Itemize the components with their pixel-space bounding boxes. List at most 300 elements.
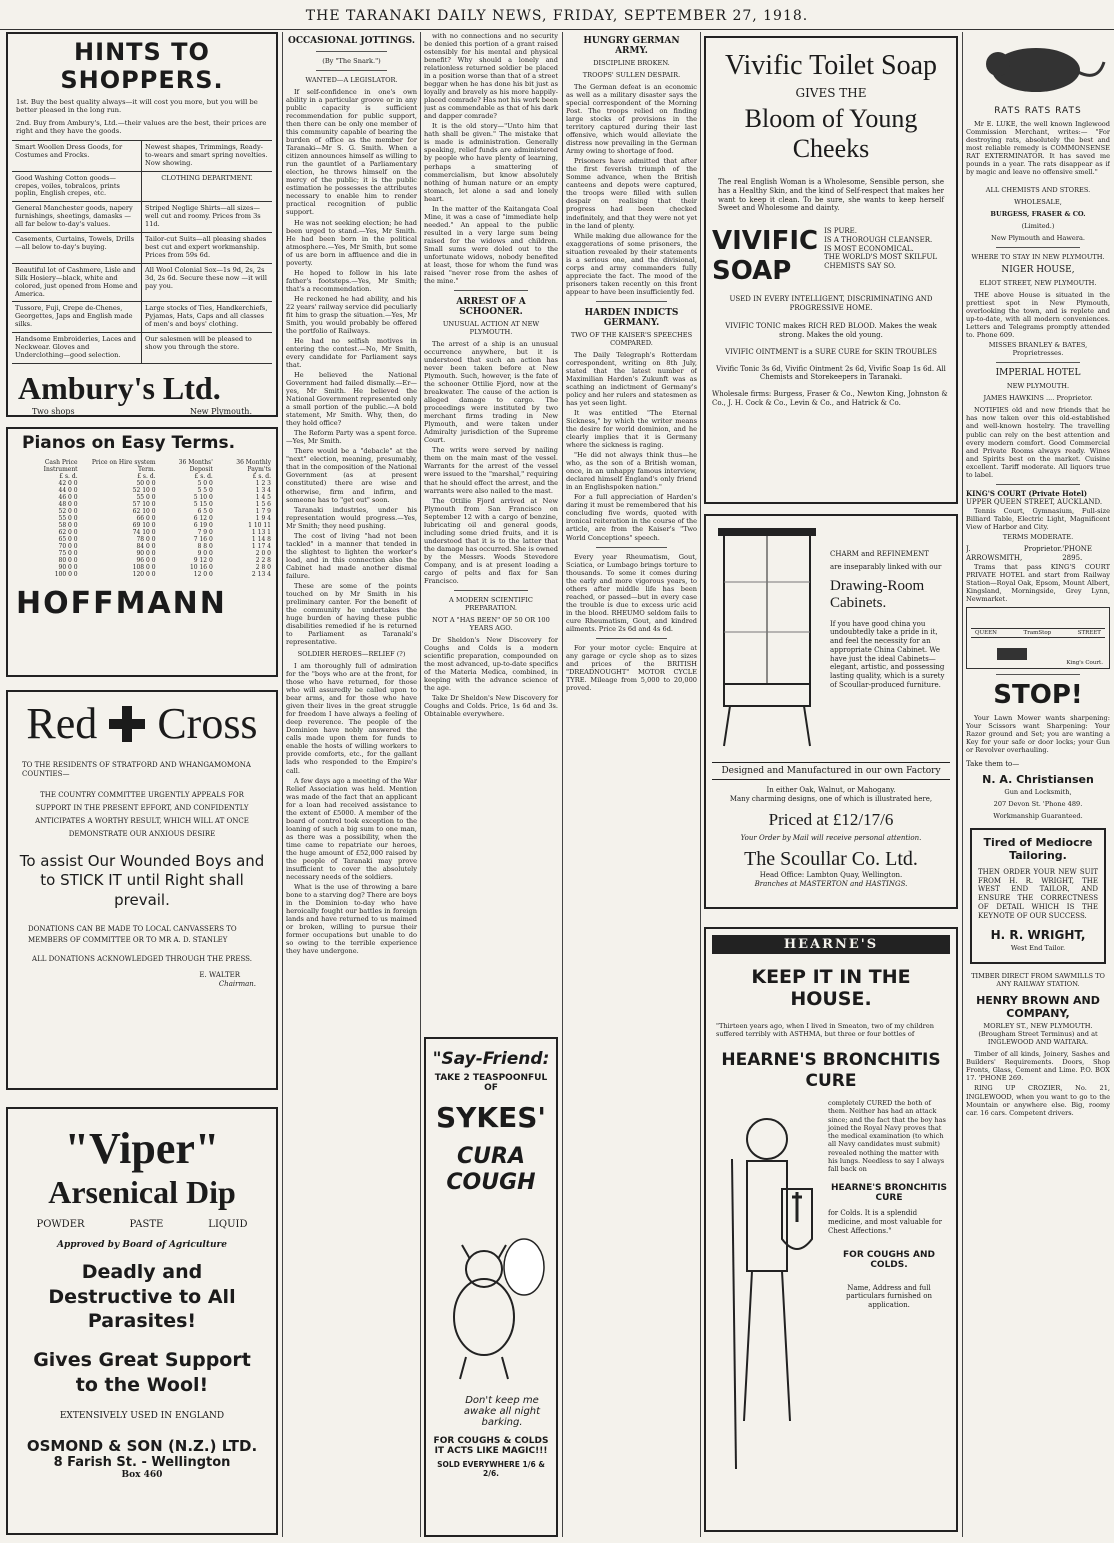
map-label: QUEEN <box>975 629 997 636</box>
red-cross-ad <box>6 690 278 1090</box>
red-cross-signer: E. WALTER <box>199 971 240 980</box>
column-3 <box>424 32 558 1537</box>
pianos-cell: £ s. d. <box>194 473 213 480</box>
pianos-cell: 100 0 0 <box>54 571 78 578</box>
pianos-cell: 5 0 0 <box>197 480 213 487</box>
paragraph: Tennis Court, Gymnasium, Full-size Billiard Table, Electric Light, Magnificent View of Harbor and City. <box>966 507 1110 532</box>
masthead: THE TARANAKI DAILY NEWS, FRIDAY, SEPTEMBER 27, 1918. <box>0 0 1114 30</box>
paragraph: The Ottilie Fjord arrived at New Plymouth from San Francisco on September 12 with a cargo of benzine, lubricating oil and general goods, including some dried fruits, and it is understood that it is to the latter that the damage has occurred. She is owned by the Messrs. Woods Stevedore Company, and is at present loading a cargo of pelts and flax for San Francisco. <box>424 496 558 585</box>
rat-illustration-icon <box>966 32 1106 102</box>
hoffmann-pianos-ad <box>6 427 278 677</box>
harden-sub: TWO OF THE KAISER'S SPEECHES COMPARED. <box>570 330 693 347</box>
pianos-cell: 2 13 4 <box>251 571 271 578</box>
jottings-continued <box>424 32 558 285</box>
divider <box>596 638 667 639</box>
stop-address: 207 Devon St. 'Phone 489. <box>993 799 1083 808</box>
pianos-cell: 7 16 0 <box>193 536 213 543</box>
paragraph: The writs were served by nailing them on the main mast of the vessel. Warrants for the arrest of the vessel were issued to the "marshal," requiring that he should effect the arrest, and the warrants were also nailed to the mast. <box>424 446 558 495</box>
divider <box>996 674 1080 675</box>
cycle-tyre-notice <box>566 644 697 692</box>
viper-address: 8 Farish St. - Wellington <box>53 1455 231 1471</box>
wright-title: Tired of Mediocre Tailoring. <box>983 835 1093 862</box>
hearne-label-3: FOR COUGHS AND COLDS. <box>843 1249 935 1270</box>
kings-owner-row <box>966 545 1110 563</box>
pianos-cell: 1 2 3 <box>255 480 271 487</box>
pianos-cell: 6 12 0 <box>193 515 213 522</box>
pianos-cell: 80 0 0 <box>58 557 78 564</box>
pianos-cell: 55 0 0 <box>58 515 78 522</box>
pianos-cell: 2 0 0 <box>255 550 271 557</box>
hearne-brand: HEARNE'S BRONCHITIS CURE <box>721 1050 941 1091</box>
viper-title: "Viper" <box>64 1124 220 1173</box>
pianos-cell: 90 0 0 <box>136 550 156 557</box>
sykes-footer-3: SOLD EVERYWHERE 1/6 & 2/6. <box>437 1459 545 1478</box>
pianos-row <box>12 515 272 522</box>
pianos-row <box>12 543 272 550</box>
pianos-row <box>12 550 272 557</box>
amburys-footer <box>12 407 272 416</box>
pianos-cell: 42 0 0 <box>58 480 78 487</box>
jottings-byline: (By "The Snark.") <box>322 57 381 65</box>
wright-tailoring-ad <box>970 828 1106 965</box>
hints-item: Tailor-cut Suits—all pleasing shades best cut and expert workmanship. Prices from 59s 6d. <box>142 233 272 264</box>
niger-house: NIGER HOUSE, <box>1001 265 1075 276</box>
pianos-cell: 55 0 0 <box>136 494 156 501</box>
scientific-sub: NOT A "HAS BEEN" OF 50 OR 100 YEARS AGO. <box>432 615 550 632</box>
sykes-cura-cough-ad <box>424 1037 558 1537</box>
red-cross-title-left: Red <box>26 699 98 748</box>
paragraph: Dr Sheldon's New Discovery for Coughs and Colds is a modern scientific preparation, compounded on the most advanced, up-to-date specifics of the Materia Medica, combined, in keeping with the advance science of the age. <box>424 635 558 693</box>
kings-address: UPPER QUEEN STREET, AUCKLAND. <box>966 498 1103 507</box>
niger-body <box>966 291 1110 339</box>
vivific-claim: IS PURE. <box>824 227 857 235</box>
column-4 <box>566 32 697 1537</box>
hearne-body: completely CURED the both of them. Neither has had an attack since; and the fact that the boy has joined the Royal Navy proves that the medical examination (to which all Navy candidates must submit) revealed nothing the matter with his lungs. Needless to say I always fall back on <box>828 1099 946 1174</box>
pianos-cell: 1 13 1 <box>251 529 271 536</box>
pianos-cell: 50 0 0 <box>136 480 156 487</box>
vivific-wholesale: Wholesale firms: Burgess, Fraser & Co., Newton King, Johnston & Co., J. H. Cock & Co., Levin & Co., and Hatrick & Co. <box>712 390 948 407</box>
red-cross-title <box>14 698 270 749</box>
red-cross-body: THE COUNTRY COMMITTEE URGENTLY APPEALS FOR SUPPORT IN THE PRESENT EFFORT, AND CONFIDENTLY ANTICIPATES A WORTHY RESULT, WHICH WILL AT ONCE DEMONSTRATE OUR ANXIOUS DESIRE <box>35 790 249 839</box>
pianos-cell: 52 10 0 <box>132 487 156 494</box>
rats-ltd: (Limited.) <box>1021 222 1055 231</box>
schooner-headline: ARREST OF A SCHOONER. <box>456 296 526 317</box>
paragraph: For a full appreciation of Harden's daring it must be remembered that his concluding five words, quoted with ironical reiteration in the course of the article, are from the Kaiser's "Two World Conceptions" speech. <box>566 493 697 542</box>
divider <box>996 247 1080 248</box>
brown-name: HENRY BROWN AND COMPANY, <box>976 994 1100 1021</box>
scoullar-designed: Designed and Manufactured in our own Factory <box>712 762 950 780</box>
crozier-ad <box>966 1084 1110 1116</box>
scientific-body <box>424 636 558 718</box>
divider <box>596 301 667 302</box>
pianos-row <box>12 536 272 543</box>
rats-wholesale: WHOLESALE, <box>1014 198 1062 207</box>
sykes-name: SYKES' <box>435 1101 546 1134</box>
hints-item: Newest shapes, Trimmings, Ready-to-wears and smart spring novelties. Now showing. <box>142 141 272 172</box>
viper-maker: OSMOND & SON (N.Z.) LTD. <box>26 1437 258 1456</box>
pianos-cell: 48 0 0 <box>58 501 78 508</box>
pianos-row <box>12 487 272 494</box>
vivific-claims <box>824 227 950 271</box>
hints-item: Smart Woollen Dress Goods, for Costumes and Frocks. <box>12 141 142 172</box>
pianos-cell: 2 2 8 <box>255 557 271 564</box>
pianos-cell: 69 10 0 <box>132 522 156 529</box>
rats-chemists: ALL CHEMISTS AND STORES. <box>985 186 1091 195</box>
viper-form: LIQUID <box>208 1219 248 1230</box>
paragraph: He had no selfish motives in entering the contest.—No, Mr Smith, every candidate for Parliament says that. <box>286 336 417 370</box>
column-rule <box>282 32 283 1537</box>
pianos-cell: 9 12 0 <box>193 557 213 564</box>
pianos-cell: £ s. d. <box>59 473 78 480</box>
kings-terms: TERMS MODERATE. <box>1002 533 1074 542</box>
soldier-heroes-body <box>286 662 417 955</box>
brown-timber: TIMBER DIRECT FROM SAWMILLS TO ANY RAILWAY STATION. <box>971 972 1105 989</box>
imperial-body <box>966 406 1110 478</box>
pianos-title: Pianos on Easy Terms. <box>22 433 236 453</box>
hearne-row <box>712 1099 950 1479</box>
scoullar-woods: In either Oak, Walnut, or Mahogany. <box>766 786 896 794</box>
stop-work: Workmanship Guaranteed. <box>993 811 1083 820</box>
pianos-cell: 1 14 8 <box>251 536 271 543</box>
jottings-headline: OCCASIONAL JOTTINGS. <box>288 36 415 46</box>
vivific-ointment: VIVIFIC OINTMENT is a SURE CURE for SKIN TROUBLES <box>725 347 937 356</box>
hints-item: Tussore, Fuji, Crepe de-Chenes, Georgettes, Japs and English made silks. <box>12 302 142 333</box>
hints-item: Large stocks of Ties, Handkerchiefs, Pyjamas, Hats, Caps and all classes of men's and boys' clothing. <box>142 302 272 333</box>
red-cross-title-right: Cross <box>157 699 258 748</box>
imperial-hotel: IMPERIAL HOTEL <box>995 368 1081 379</box>
pianos-table <box>12 459 272 578</box>
hints-item: Our salesmen will be pleased to show you through the store. <box>142 333 272 364</box>
hints-item: CLOTHING DEPARTMENT. <box>142 172 272 203</box>
kings-owner-role: Proprietor. <box>1023 545 1063 554</box>
pianos-cell: 57 10 0 <box>132 501 156 508</box>
harden-body <box>566 351 697 542</box>
german-sub-1: DISCIPLINE BROKEN. <box>593 59 670 67</box>
kings-court: KING'S COURT (Private Hotel) <box>966 488 1088 498</box>
paragraph: "He did not always think thus—he who, as the son of a British woman, once, in an unhappy famous interview, declared himself England's only friend in an Englishspoken nation." <box>566 451 697 492</box>
paragraph: He believed the National Government had failed dismally.—Er—yes, Mr Smith. He believed the National Government represented only a small portion of the public.—A bold statement, Mr Smith. Why, then, do they hold office? <box>286 371 417 428</box>
pianos-row <box>12 564 272 571</box>
imperial-address: NEW PLYMOUTH. <box>1006 382 1070 391</box>
paragraph: Mr E. LUKE, the well known Inglewood Commission Merchant, writes:— "For destroying rats, absolutely the best and most reliable remedy is COMMONSENSE RAT EXTERMINATOR. It has saved me pounds in a year. The rats disappear as if by magic and leave no offensive smell." <box>966 120 1110 177</box>
vivific-claim: THE WORLD'S MOST SKILFUL CHEMISTS SAY SO. <box>824 253 938 270</box>
paragraph: Prisoners have admitted that after the first feverish triumph of the Somme advance, when the British canteens and depots were captured, the troops were filled with sullen despair on realising that their progress had been checked indefinitely, and that they were not yet in the land of plenty. <box>566 157 697 230</box>
pianos-row <box>12 508 272 515</box>
pianos-cell: 7 9 0 <box>197 529 213 536</box>
hints-item: Beautiful lot of Cashmere, Lisle and Silk Hosiery—black, white and colored, just opened from Home and America. <box>12 264 142 303</box>
paragraph: I am thoroughly full of admiration for the "boys who are at the front, for those who have returned, for those who will assuredly be called upon to bear arms, and for those who have given their lives in the great struggle for freedom I have always a feeling of deep reverence. The people of the Dominion have nobly answered the calls made upon them for funds to enable the hosts of willing workers to provide comforts, etc., for the gallant lads who responded to the Empire's call. <box>286 662 417 775</box>
scoullar-price: Priced at £12/17/6 <box>768 809 894 829</box>
scoullar-insep: are inseparably linked with our <box>830 562 942 571</box>
pianos-header: 36 Months' Deposit <box>178 459 213 473</box>
column-rule <box>962 32 963 1537</box>
vivific-body: The real English Woman is a Wholesome, Sensible person, she has a Healthy Skin, and the kind of Self-respect that makes her want to keep it clean. To be sure, she wants to keep herself Sweet and Wholesome and dainty. <box>718 178 944 213</box>
column-2 <box>286 32 417 1537</box>
divider <box>316 51 387 52</box>
hints-item: All Wool Colonial Sox—1s 9d, 2s, 2s 3d, 2s 6d. Secure these now —it will pay you. <box>142 264 272 303</box>
pianos-cell: 90 0 0 <box>58 564 78 571</box>
harden-headline: HARDEN INDICTS GERMANY. <box>584 307 679 328</box>
pianos-cell: 1 17 4 <box>251 543 271 550</box>
hearne-copy <box>822 1099 950 1479</box>
scoullar-office: Head Office: Lambton Quay, Wellington. <box>759 871 903 880</box>
pianos-cell: 84 0 0 <box>136 543 156 550</box>
pianos-cell: 96 0 0 <box>136 557 156 564</box>
paragraph: While making due allowance for the exaggerations of some prisoners, the situation revealed by their statements is a serious one, and the divisional, corps and army commanders fully appreciate the fact. The mood of the prisoners taken recently on this front appear to have been insufficiently fed. <box>566 231 697 296</box>
hearnes-bronchitis-ad <box>704 927 958 1532</box>
wright-sub: West End Tailor. <box>1010 944 1066 953</box>
sykes-say: "Say-Friend: <box>432 1049 550 1069</box>
scientific-headline: A MODERN SCIENTIFIC PREPARATION. <box>449 595 533 612</box>
pianos-cell: 62 0 0 <box>58 529 78 536</box>
viper-form: PASTE <box>129 1219 164 1230</box>
scoullar-many: Many charming designs, one of which is illustrated here, <box>729 794 933 803</box>
hints-grid <box>12 140 272 364</box>
soldier-heroes-sub: SOLDIER HEROES—RELIEF (?) <box>297 650 406 659</box>
scoullar-branches: Branches at MASTERTON and HASTINGS. <box>754 880 908 888</box>
pianos-cell: 5 10 0 <box>193 494 213 501</box>
paragraph: Your Lawn Mower wants sharpening: Your Scissors want Sharpening: Your Razor ground and Set; you are wanting a Key for your safe or door locks; your Gun or Revolver overhauling. <box>966 713 1110 755</box>
pianos-cell: 65 0 0 <box>58 536 78 543</box>
jottings-body <box>286 88 417 646</box>
pianos-header: Price on Hire system Term. <box>91 459 156 473</box>
niger-props: MISSES BRANLEY & BATES, Proprietresses. <box>988 341 1088 358</box>
pianos-cell: 74 10 0 <box>132 529 156 536</box>
brown-address: MORLEY ST., NEW PLYMOUTH. (Brougham Street Terminus) and at INGLEWOOD AND WAITARA. <box>978 1022 1098 1047</box>
hints-title: HINTS TO SHOPPERS. <box>60 38 224 94</box>
pianos-cell: 1 4 5 <box>255 494 271 501</box>
paragraph: What is the use of throwing a bare bone to a starving dog? There are boys in the Dominion to-day who have heroically fought our battles in foreign lands and have returned to us maimed or broken, willing to pursue their former occupations but unable to do so owing to the terrible experience they have undergone. <box>286 882 417 956</box>
pianos-cell: 5 15 0 <box>193 501 213 508</box>
pianos-row <box>12 501 272 508</box>
german-body <box>566 83 697 296</box>
paragraph: He was not seeking election; he had been urged to stand.—Yes, Mr Smith. He had been born in the political atmosphere.—Yes, Mr Smith, but some of us are born in affluence and die in poverty. <box>286 218 417 267</box>
vivific-row <box>712 227 950 287</box>
divider <box>454 290 528 291</box>
map-label: TramStop <box>1023 629 1052 636</box>
pianos-row <box>12 494 272 501</box>
column-5 <box>704 32 958 1537</box>
pianos-header: Cash Price Instrument <box>43 459 78 473</box>
paragraph: The cost of living "had not been tackled" in a manner that tended in the slightest to lighten the worker's load, and in this connection also the Cabinet had made another dismal failure. <box>286 531 417 580</box>
scoullar-cabinets-ad <box>704 514 958 909</box>
paragraph: Taranaki industries, under his representation would progress.—Yes, Mr Smith; they need pushing. <box>286 505 417 530</box>
rats-body <box>966 120 1110 176</box>
vivific-claim: IS A THOROUGH CLEANSER. <box>824 235 933 244</box>
divider <box>316 70 387 71</box>
paragraph: RING UP CROZIER, No. 21, INGLEWOOD, when you want to go to the Mountain or anywhere else. Big, roomy car. 16 cars. Competent drivers. <box>966 1084 1110 1117</box>
vivific-prices: Vivific Tonic 3s 6d, Vivific Ointment 2s 6d, Vivific Soap 1s 6d. All Chemists and Storekeepers in Taranaki. <box>716 364 946 382</box>
kings-court-map <box>966 607 1110 669</box>
pianos-cell: 108 0 0 <box>132 564 156 571</box>
sykes-footer-1: FOR COUGHS & COLDS <box>433 1435 549 1446</box>
hints-rule-1: 1st. Buy the best quality always—it will cost you more, but you will be better pleased in the long run. <box>16 98 258 115</box>
paragraph: If self-confidence in one's own ability in a particular groove or in any public capacity is sufficient recommendation for public support, then there can be only one member of this community capable of bearing the burden of office as the member for Taranaki—Mr S. G. Smith. When a citizen announces himself as willing to run the gauntlet of a Parliamentary election, he throws himself on the mercy of the public; it is the public estimation he possesses the attributes necessary to enable him to render practical recognition of public support. <box>286 88 417 217</box>
viper-used: EXTENSIVELY USED IN ENGLAND <box>59 1411 225 1422</box>
pianos-cell: 1 5 6 <box>255 501 271 508</box>
paragraph: The Reform Party was a spent force.—Yes, Mr Smith. <box>286 429 417 446</box>
pianos-header: 36 Monthly Paym'ts <box>236 459 271 473</box>
paragraph: Timber of all kinds, Joinery, Sashes and Builders' Requirements. Doors, Shop Fronts, Glass, Cement and Lime. P.O. BOX 17. 'PHONE 269. <box>966 1050 1110 1083</box>
paragraph: The German defeat is an economic as well as a military disaster says the special correspondent of the Morning Post. The troops relied on finding large stocks of provisions in the territory captured during their last offensive, which would alleviate the distress now prevailing in the German Army owing to shortage of food. <box>566 83 697 156</box>
pianos-cell: 6 5 0 <box>197 508 213 515</box>
paragraph: The Daily Telegraph's Rotterdam correspondent, writing on 8th July, stated that the latest number of Maximilian Harden's Zukunft was as scathing an indictment of Germany's policy and her rulers and statesmen as has yet seen light. <box>566 350 697 407</box>
map-label: King's Court. <box>1066 659 1103 666</box>
scoullar-brand: The Scoullar Co. Ltd. <box>744 848 918 871</box>
paragraph: These are some of the points touched on by Mr Smith in his preliminary canter. For the benefit of the community he undertakes the huge burden of having these public disabilities remedied if he is returned to Parliament as Taranaki's representative. <box>286 581 417 647</box>
pianos-cell: 10 16 0 <box>189 564 213 571</box>
viper-box: Box 460 <box>121 1470 163 1481</box>
hearne-banner: HEARNE'S <box>712 935 950 954</box>
viper-line-2: Gives Great Support to the Wool! <box>33 1349 251 1396</box>
kings-body <box>966 507 1110 531</box>
china-cabinet-icon <box>712 522 822 752</box>
paragraph: THE above House is situated in the prettiest spot in New Plymouth, overlooking the town, and is replete and up-to-date, with all modern conveniences. Letters and Telegrams promptly attended to. Phone 609. <box>966 291 1110 340</box>
pianos-cell: 78 0 0 <box>136 536 156 543</box>
hints-item: General Manchester goods, napery furnishings, sheetings, damasks —all far below to-day's values. <box>12 202 142 233</box>
viper-approved: Approved by Board of Agriculture <box>56 1240 227 1250</box>
divider <box>596 547 667 548</box>
pianos-row <box>12 557 272 564</box>
vivific-gives: GIVES THE <box>795 86 867 100</box>
pianos-cell: 58 0 0 <box>58 522 78 529</box>
column-6 <box>966 32 1110 1537</box>
paragraph: Take Dr Sheldon's New Discovery for Coughs and Colds. Price, 1s 6d and 3s. Obtainable everywhere. <box>424 694 558 719</box>
pianos-cell: 70 0 0 <box>58 543 78 550</box>
sykes-cura: CURA COUGH <box>446 1144 536 1196</box>
pianos-cell: 120 0 0 <box>132 571 156 578</box>
pianos-cell: 1 7 9 <box>255 508 271 515</box>
niger-address: ELIOT STREET, NEW PLYMOUTH. <box>979 279 1097 288</box>
map-building <box>997 648 1027 660</box>
jottings-sub: WANTED—A LEGISLATOR. <box>305 76 398 84</box>
pianos-cell: 12 0 0 <box>193 571 213 578</box>
column-rule <box>562 32 563 1537</box>
sykes-footer-2: IT ACTS LIKE MAGIC!!! <box>434 1445 548 1456</box>
map-label: STREET <box>1077 629 1101 636</box>
pianos-cell: 2 8 0 <box>255 564 271 571</box>
paragraph: The arrest of a ship is an unusual occurrence anywhere, but it is understood that such an action has never been taken before at New Plymouth. Such, however, is the fate of the schooner Ottilie Fjord, now at the breakwater. The cause of the action is alleged damage to cargo. The proceedings were instituted by two merchant firms trading in New Plymouth, and were taken under Admiralty jurisdiction of the Supreme Court. <box>424 339 558 445</box>
paragraph: Every year Rheumatism, Gout, Sciatica, or Lumbago brings torture to thousands. To some it comes during the early and more vigorous years, to others after middle life has been reached, or passed—but in every case the trouble is due to excess uric acid in the blood. RHEUMO seldom fails to cure Rheumatism, Gout, and kindred ailments. Price 2s 6d and 4s 6d. <box>566 552 697 633</box>
hints-item: Striped Neglige Shirts—all sizes—well cut and roomy. Prices from 3s 11d. <box>142 202 272 233</box>
pianos-cell: 5 5 0 <box>197 487 213 494</box>
hints-to-shoppers-ad <box>6 32 278 417</box>
paragraph: It was entitled "The Eternal Sickness," by which the writer means the desire for world dominion, and he clearly implies that it is Germany where the sickness is raging. <box>566 409 697 450</box>
sykes-take: TAKE 2 TEASPOONFUL OF <box>434 1073 548 1093</box>
vivific-title: Vivific Toilet Soap <box>724 50 938 81</box>
scoullar-charm: CHARM and REFINEMENT <box>830 550 929 558</box>
hoffmann-logo: HOFFMANN <box>16 586 227 621</box>
stop-body <box>966 714 1110 754</box>
map-street <box>971 628 1105 638</box>
paragraph: For your motor cycle: Enquire at any garage or cycle shop as to sizes and prices of the BRITISH "DREADNOUGHT" MOTOR CYCLE TYRE. Mileage from 5,000 to 20,000 proved. <box>566 643 697 692</box>
rats-firm: BURGESS, FRASER & CO. <box>990 210 1086 219</box>
red-cross-slogan: To assist Our Wounded Boys and to STICK IT until Right shall prevail. <box>19 851 265 909</box>
hearne-label-2: for Colds. It is a splendid medicine, and most valuable for Chest Affections." <box>828 1209 942 1235</box>
pianos-cell: 8 8 0 <box>197 543 213 550</box>
kings-trams <box>966 563 1110 603</box>
red-cross-address: TO THE RESIDENTS OF STRATFORD AND WHANGAMOMONA COUNTIES— <box>22 761 251 778</box>
pianos-row <box>12 571 272 578</box>
column-rule <box>420 32 421 1537</box>
scoullar-mail: Your Order by Mail will receive personal attention. <box>740 833 922 842</box>
paragraph: There would be a "debacle" at the "next" election, meaning, presumably, that in the composition of the National Government (as at present constituted) there are wise and otherwise, firm and infirm, and someone has to "get out" soon. <box>286 447 417 504</box>
column-1 <box>6 32 278 1537</box>
vivific-tonic: VIVIFIC TONIC makes RICH RED BLOOD. Makes the weak strong. Makes the old young. <box>725 322 937 340</box>
german-headline: HUNGRY GERMAN ARMY. <box>583 36 680 56</box>
viper-form: POWDER <box>36 1219 85 1230</box>
schooner-sub: UNUSUAL ACTION AT NEW PLYMOUTH. <box>442 319 540 336</box>
german-sub-2: TROOPS' SULLEN DESPAIR. <box>582 71 681 79</box>
pianos-row <box>12 529 272 536</box>
vivific-soap-ad <box>704 36 958 504</box>
pianos-cell: £ s. d. <box>252 473 271 480</box>
rats-title: RATS RATS RATS <box>994 106 1082 116</box>
paragraph: In the matter of the Kaitangata Coal Mine, it was a case of "immediate help needed." An appeal to the public resulted in a very large sum being raised for the widows and children. Small sums were doled out to the unfortunate widows, nobody benefited at least, those for whom the fund was raised "never rose from the ashes of the mine." <box>424 204 558 285</box>
viper-dip-ad <box>6 1107 278 1535</box>
divider <box>996 484 1080 485</box>
amburys-right-note: New Plymouth. <box>189 406 252 416</box>
pianos-cell: 1 10 11 <box>248 522 271 529</box>
kings-owner: J. ARROWSMITH, <box>966 545 1023 563</box>
pianos-cell: 9 0 0 <box>197 550 213 557</box>
pianos-row <box>12 480 272 487</box>
red-cross-ack: ALL DONATIONS ACKNOWLEDGED THROUGH THE PRESS. <box>32 954 252 963</box>
where-to-stay: WHERE TO STAY IN NEW PLYMOUTH. <box>971 253 1105 262</box>
knight-illustration-icon <box>712 1099 822 1479</box>
amburys-left-note: Two shops <box>32 406 75 416</box>
paragraph: He reckoned he had ability, and his 22 years' railway service did peculiarly fit him to grasp the situation.—Yes, Mr Smith, you would probably be offered the portfolio of Railways. <box>286 294 417 335</box>
cross-icon <box>107 704 147 744</box>
hints-rule-2: 2nd. Buy from Ambury's, Ltd.—their values are the best, their prices are right and they have the goods. <box>16 118 267 136</box>
rats-place: New Plymouth and Hawera. <box>990 234 1086 243</box>
paragraph: with no connections and no security be denied this portion of a grant raised ostensibly for his mental and physical benefit? Why should a lonely and relationless returned soldier be placed in a position worse than that of a street beggar when he has done his bit just as loyally and bravely as his more happily-placed comrade? Has not his work been just as commendable as that of his dark and dapper comrade? <box>424 32 558 121</box>
hints-item: Good Washing Cotton goods—crepes, voiles, tobralcos, prints poplin, English crepes, etc. <box>12 172 142 203</box>
brown-list <box>966 1050 1110 1082</box>
vivific-bloom: Bloom of Young Cheeks <box>744 104 918 163</box>
dog-illustration-icon <box>436 1207 546 1387</box>
paragraph: Trams that pass KING'S COURT PRIVATE HOTEL and start from Railway Station—Royal Oak, Epsom, Mount Albert, Kingsland, Morningside, Grey Lynn, Newmarket. <box>966 562 1110 603</box>
pianos-row <box>12 522 272 529</box>
hints-item: Handsome Embroideries, Laces and Neckwear. Gloves and Underclothing—good selection. <box>12 333 142 364</box>
hearne-keep: KEEP IT IN THE HOUSE. <box>751 966 911 1010</box>
pianos-cell: 66 0 0 <box>136 515 156 522</box>
scoullar-copy <box>822 522 950 752</box>
red-cross-donations: DONATIONS CAN BE MADE TO LOCAL CANVASSERS TO MEMBERS OF COMMITTEE OR TO MR A. D. STANLEY <box>28 925 237 945</box>
vivific-claim: IS MOST ECONOMICAL. <box>824 244 914 253</box>
viper-line-1: Deadly and Destructive to All Parasites! <box>48 1261 236 1333</box>
hearne-quote: "Thirteen years ago, when I lived in Smeaton, two of my children suffered terribly with ASTHMA, but three or four bottles of <box>716 1022 934 1039</box>
pianos-cell: 1 3 4 <box>255 487 271 494</box>
amburys-logo: Ambury's Ltd. <box>18 369 221 406</box>
viper-forms <box>14 1219 270 1230</box>
imperial-prop: JAMES HAWKINS .... Proprietor. <box>983 394 1093 403</box>
divider <box>454 590 528 591</box>
hearne-label-4: Name, Address and full particulars furnished on application. <box>846 1283 932 1310</box>
pianos-cell: 46 0 0 <box>58 494 78 501</box>
stop-title: STOP! <box>993 679 1083 710</box>
hints-item: Casements, Curtains, Towels, Drills —all below to-day's buying. <box>12 233 142 264</box>
stop-trade: Gun and Locksmith, <box>1004 787 1072 796</box>
paragraph: It is the old story—"Unto him that hath shall be given." The mistake that is made is administration. Generally speaking, relief funds are administered by people who have plenty of learning, perhaps a smattering of commercialism, but know absolutely nothing of human nature or an empty stomach, let alone a sad and lonely heart. <box>424 122 558 203</box>
stop-name: N. A. Christiansen <box>982 772 1094 786</box>
red-cross-signer-title: Chairman. <box>218 980 256 989</box>
pianos-row <box>12 473 272 480</box>
column-rule <box>700 32 701 1537</box>
vivific-used: USED IN EVERY INTELLIGENT, DISCRIMINATING AND PROGRESSIVE HOME. <box>729 294 933 312</box>
rheumo-body <box>566 553 697 633</box>
pianos-cell: 6 19 0 <box>193 522 213 529</box>
